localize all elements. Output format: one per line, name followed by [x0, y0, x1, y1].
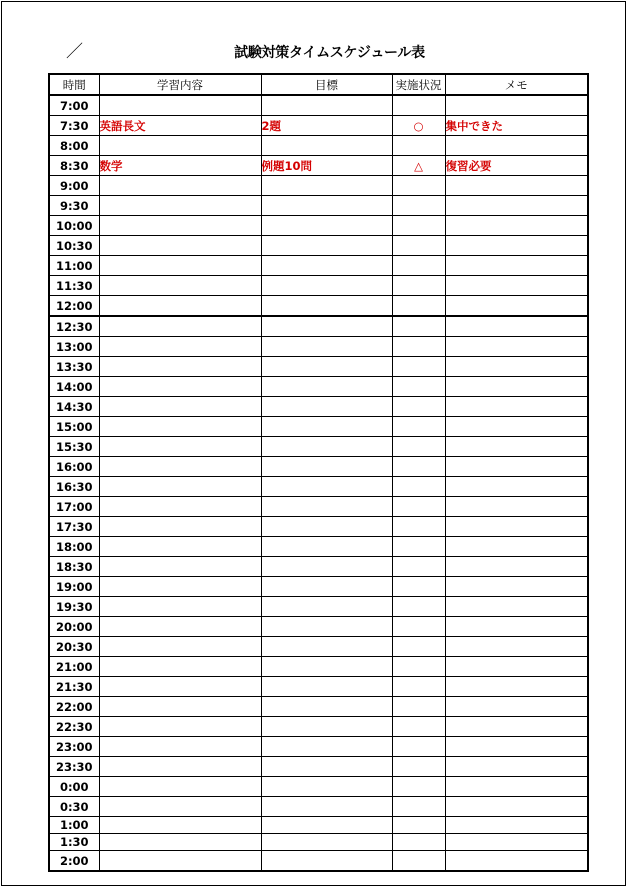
- memo-cell[interactable]: [445, 717, 588, 737]
- memo-cell[interactable]: [445, 256, 588, 276]
- table-row: [49, 116, 588, 136]
- goal-cell[interactable]: [261, 737, 392, 757]
- content-cell[interactable]: 英語長文: [99, 116, 261, 136]
- memo-cell[interactable]: [445, 537, 588, 557]
- table-row: [49, 797, 588, 817]
- content-cell[interactable]: [99, 697, 261, 717]
- content-cell[interactable]: [99, 196, 261, 216]
- status-cell[interactable]: [392, 777, 445, 797]
- status-cell[interactable]: [392, 577, 445, 597]
- time-cell: 8:30: [49, 156, 99, 176]
- memo-cell[interactable]: [445, 697, 588, 717]
- table-row: [49, 697, 588, 717]
- memo-cell[interactable]: [445, 417, 588, 437]
- goal-cell[interactable]: [261, 697, 392, 717]
- goal-cell[interactable]: [261, 577, 392, 597]
- status-cell[interactable]: [392, 497, 445, 517]
- table-row: [49, 276, 588, 296]
- content-cell[interactable]: [99, 216, 261, 236]
- time-cell: 22:30: [49, 717, 99, 737]
- status-cell[interactable]: [392, 397, 445, 417]
- content-cell[interactable]: [99, 577, 261, 597]
- schedule-body: [49, 95, 588, 871]
- goal-cell[interactable]: [261, 276, 392, 296]
- table-row: [49, 577, 588, 597]
- content-cell[interactable]: [99, 597, 261, 617]
- status-cell[interactable]: △: [392, 156, 445, 176]
- memo-cell[interactable]: [445, 817, 588, 834]
- table-row: [49, 657, 588, 677]
- memo-cell[interactable]: [445, 597, 588, 617]
- content-cell[interactable]: [99, 851, 261, 872]
- goal-cell[interactable]: [261, 437, 392, 457]
- content-cell[interactable]: [99, 834, 261, 851]
- content-cell[interactable]: [99, 417, 261, 437]
- time-cell: 10:00: [49, 216, 99, 236]
- memo-cell[interactable]: [445, 196, 588, 216]
- status-cell[interactable]: ○: [392, 116, 445, 136]
- goal-cell[interactable]: [261, 497, 392, 517]
- content-cell[interactable]: [99, 677, 261, 697]
- header-content: 学習内容: [99, 74, 261, 95]
- status-cell[interactable]: [392, 196, 445, 216]
- memo-cell[interactable]: [445, 437, 588, 457]
- goal-cell[interactable]: [261, 457, 392, 477]
- status-cell[interactable]: [392, 797, 445, 817]
- time-cell: 16:30: [49, 477, 99, 497]
- content-cell[interactable]: [99, 236, 261, 256]
- goal-cell[interactable]: [261, 216, 392, 236]
- table-row: [49, 397, 588, 417]
- memo-cell[interactable]: [445, 557, 588, 577]
- status-cell[interactable]: [392, 256, 445, 276]
- time-cell: 0:00: [49, 777, 99, 797]
- memo-cell[interactable]: [445, 737, 588, 757]
- time-cell: 13:00: [49, 337, 99, 357]
- table-row: [49, 316, 588, 337]
- memo-cell[interactable]: [445, 757, 588, 777]
- status-cell[interactable]: [392, 417, 445, 437]
- content-cell[interactable]: [99, 316, 261, 337]
- goal-cell[interactable]: [261, 677, 392, 697]
- goal-cell[interactable]: [261, 597, 392, 617]
- goal-cell[interactable]: [261, 136, 392, 156]
- status-cell[interactable]: [392, 216, 445, 236]
- time-cell: 22:00: [49, 697, 99, 717]
- goal-cell[interactable]: [261, 851, 392, 872]
- table-row: [49, 757, 588, 777]
- content-cell[interactable]: [99, 136, 261, 156]
- memo-cell[interactable]: [445, 851, 588, 872]
- status-cell[interactable]: [392, 437, 445, 457]
- content-cell[interactable]: [99, 817, 261, 834]
- content-cell[interactable]: [99, 757, 261, 777]
- goal-cell[interactable]: [261, 757, 392, 777]
- table-row: [49, 597, 588, 617]
- table-row: [49, 537, 588, 557]
- time-cell: 14:30: [49, 397, 99, 417]
- table-row: [49, 95, 588, 116]
- goal-cell[interactable]: [261, 717, 392, 737]
- content-cell[interactable]: [99, 737, 261, 757]
- time-cell: 8:00: [49, 136, 99, 156]
- table-row: [49, 457, 588, 477]
- goal-cell[interactable]: 例題10問: [261, 156, 392, 176]
- goal-cell[interactable]: [261, 834, 392, 851]
- content-cell[interactable]: [99, 777, 261, 797]
- status-cell[interactable]: [392, 834, 445, 851]
- content-cell[interactable]: [99, 717, 261, 737]
- table-row: [49, 851, 588, 872]
- time-cell: 20:00: [49, 617, 99, 637]
- status-cell[interactable]: [392, 677, 445, 697]
- time-cell: 14:00: [49, 377, 99, 397]
- time-cell: 15:00: [49, 417, 99, 437]
- time-cell: 1:00: [49, 817, 99, 834]
- status-cell[interactable]: [392, 557, 445, 577]
- goal-cell[interactable]: [261, 657, 392, 677]
- goal-cell[interactable]: [261, 817, 392, 834]
- goal-cell[interactable]: [261, 537, 392, 557]
- status-cell[interactable]: [392, 477, 445, 497]
- content-cell[interactable]: [99, 437, 261, 457]
- table-row: [49, 497, 588, 517]
- time-cell: 17:30: [49, 517, 99, 537]
- table-row: [49, 677, 588, 697]
- time-cell: 2:00: [49, 851, 99, 872]
- memo-cell[interactable]: [445, 677, 588, 697]
- content-cell[interactable]: [99, 477, 261, 497]
- schedule-table: [48, 73, 589, 872]
- goal-cell[interactable]: [261, 256, 392, 276]
- table-row: [49, 437, 588, 457]
- status-cell[interactable]: [392, 597, 445, 617]
- status-cell[interactable]: [392, 717, 445, 737]
- status-cell[interactable]: [392, 236, 445, 256]
- content-cell[interactable]: [99, 276, 261, 296]
- status-cell[interactable]: [392, 377, 445, 397]
- memo-cell[interactable]: 集中できた: [445, 116, 588, 136]
- table-row: [49, 637, 588, 657]
- memo-cell[interactable]: [445, 337, 588, 357]
- content-cell[interactable]: [99, 296, 261, 317]
- table-row: [49, 196, 588, 216]
- header-time: 時間: [49, 74, 99, 95]
- memo-cell[interactable]: [445, 176, 588, 196]
- table-row: [49, 337, 588, 357]
- memo-cell[interactable]: [445, 95, 588, 116]
- table-row: [49, 617, 588, 637]
- time-cell: 1:30: [49, 834, 99, 851]
- memo-cell[interactable]: [445, 834, 588, 851]
- status-cell[interactable]: [392, 757, 445, 777]
- time-cell: 7:30: [49, 116, 99, 136]
- memo-cell[interactable]: [445, 216, 588, 236]
- goal-cell[interactable]: [261, 477, 392, 497]
- table-row: [49, 737, 588, 757]
- goal-cell[interactable]: [261, 637, 392, 657]
- time-cell: 9:30: [49, 196, 99, 216]
- time-cell: 20:30: [49, 637, 99, 657]
- time-cell: 11:00: [49, 256, 99, 276]
- time-cell: 19:30: [49, 597, 99, 617]
- time-cell: 17:00: [49, 497, 99, 517]
- memo-cell[interactable]: [445, 777, 588, 797]
- time-cell: 12:30: [49, 316, 99, 337]
- status-cell[interactable]: [392, 95, 445, 116]
- content-cell[interactable]: 数学: [99, 156, 261, 176]
- status-cell[interactable]: [392, 316, 445, 337]
- table-row: [49, 136, 588, 156]
- table-row: [49, 834, 588, 851]
- content-cell[interactable]: [99, 617, 261, 637]
- status-cell[interactable]: [392, 851, 445, 872]
- table-row: [49, 817, 588, 834]
- status-cell[interactable]: [392, 136, 445, 156]
- memo-cell[interactable]: [445, 797, 588, 817]
- table-row: [49, 176, 588, 196]
- memo-cell[interactable]: [445, 617, 588, 637]
- header-row: [49, 74, 588, 95]
- content-cell[interactable]: [99, 337, 261, 357]
- memo-cell[interactable]: [445, 397, 588, 417]
- memo-cell[interactable]: [445, 316, 588, 337]
- table-row: [49, 557, 588, 577]
- header-memo: メモ: [445, 74, 588, 95]
- time-cell: 21:30: [49, 677, 99, 697]
- goal-cell[interactable]: [261, 777, 392, 797]
- goal-cell[interactable]: [261, 337, 392, 357]
- table-row: [49, 517, 588, 537]
- memo-cell[interactable]: [445, 657, 588, 677]
- status-cell[interactable]: [392, 296, 445, 317]
- goal-cell[interactable]: [261, 377, 392, 397]
- memo-cell[interactable]: [445, 296, 588, 317]
- status-cell[interactable]: [392, 697, 445, 717]
- goal-cell[interactable]: [261, 797, 392, 817]
- time-cell: 13:30: [49, 357, 99, 377]
- goal-cell[interactable]: [261, 316, 392, 337]
- goal-cell[interactable]: 2題: [261, 116, 392, 136]
- time-cell: 23:00: [49, 737, 99, 757]
- time-cell: 12:00: [49, 296, 99, 317]
- content-cell[interactable]: [99, 176, 261, 196]
- goal-cell[interactable]: [261, 236, 392, 256]
- table-row: [49, 296, 588, 317]
- page-title: 試験対策タイムスケジュール表: [234, 45, 425, 61]
- content-cell[interactable]: [99, 517, 261, 537]
- status-cell[interactable]: [392, 457, 445, 477]
- goal-cell[interactable]: [261, 357, 392, 377]
- goal-cell[interactable]: [261, 417, 392, 437]
- memo-cell[interactable]: [445, 637, 588, 657]
- memo-cell[interactable]: [445, 377, 588, 397]
- memo-cell[interactable]: [445, 497, 588, 517]
- status-cell[interactable]: [392, 276, 445, 296]
- memo-cell[interactable]: [445, 577, 588, 597]
- content-cell[interactable]: [99, 256, 261, 276]
- table-row: [49, 377, 588, 397]
- status-cell[interactable]: [392, 337, 445, 357]
- content-cell[interactable]: [99, 357, 261, 377]
- time-cell: 10:30: [49, 236, 99, 256]
- time-cell: 0:30: [49, 797, 99, 817]
- time-cell: 18:00: [49, 537, 99, 557]
- content-cell[interactable]: [99, 377, 261, 397]
- content-cell[interactable]: [99, 95, 261, 116]
- goal-cell[interactable]: [261, 557, 392, 577]
- status-cell[interactable]: [392, 637, 445, 657]
- time-cell: 16:00: [49, 457, 99, 477]
- table-row: [49, 236, 588, 256]
- content-cell[interactable]: [99, 537, 261, 557]
- header-goal: 目標: [261, 74, 392, 95]
- goal-cell[interactable]: [261, 397, 392, 417]
- content-cell[interactable]: [99, 797, 261, 817]
- goal-cell[interactable]: [261, 296, 392, 317]
- status-cell[interactable]: [392, 517, 445, 537]
- goal-cell[interactable]: [261, 617, 392, 637]
- content-cell[interactable]: [99, 397, 261, 417]
- goal-cell[interactable]: [261, 517, 392, 537]
- table-row: [49, 216, 588, 236]
- date-slash[interactable]: ／: [66, 42, 83, 62]
- status-cell[interactable]: [392, 817, 445, 834]
- status-cell[interactable]: [392, 617, 445, 637]
- table-row: [49, 256, 588, 276]
- time-cell: 7:00: [49, 95, 99, 116]
- content-cell[interactable]: [99, 497, 261, 517]
- time-cell: 23:30: [49, 757, 99, 777]
- content-cell[interactable]: [99, 457, 261, 477]
- table-row: [49, 777, 588, 797]
- time-cell: 21:00: [49, 657, 99, 677]
- status-cell[interactable]: [392, 657, 445, 677]
- goal-cell[interactable]: [261, 176, 392, 196]
- memo-cell[interactable]: 復習必要: [445, 156, 588, 176]
- goal-cell[interactable]: [261, 196, 392, 216]
- status-cell[interactable]: [392, 176, 445, 196]
- table-row: [49, 717, 588, 737]
- memo-cell[interactable]: [445, 357, 588, 377]
- status-cell[interactable]: [392, 537, 445, 557]
- time-cell: 15:30: [49, 437, 99, 457]
- table-row: [49, 417, 588, 437]
- time-cell: 9:00: [49, 176, 99, 196]
- goal-cell[interactable]: [261, 95, 392, 116]
- content-cell[interactable]: [99, 557, 261, 577]
- content-cell[interactable]: [99, 657, 261, 677]
- memo-cell[interactable]: [445, 136, 588, 156]
- header-status: 実施状況: [392, 74, 445, 95]
- status-cell[interactable]: [392, 357, 445, 377]
- status-cell[interactable]: [392, 737, 445, 757]
- memo-cell[interactable]: [445, 236, 588, 256]
- memo-cell[interactable]: [445, 276, 588, 296]
- time-cell: 19:00: [49, 577, 99, 597]
- table-row: [49, 156, 588, 176]
- time-cell: 18:30: [49, 557, 99, 577]
- content-cell[interactable]: [99, 637, 261, 657]
- memo-cell[interactable]: [445, 457, 588, 477]
- memo-cell[interactable]: [445, 517, 588, 537]
- table-row: [49, 477, 588, 497]
- time-cell: 11:30: [49, 276, 99, 296]
- table-row: [49, 357, 588, 377]
- memo-cell[interactable]: [445, 477, 588, 497]
